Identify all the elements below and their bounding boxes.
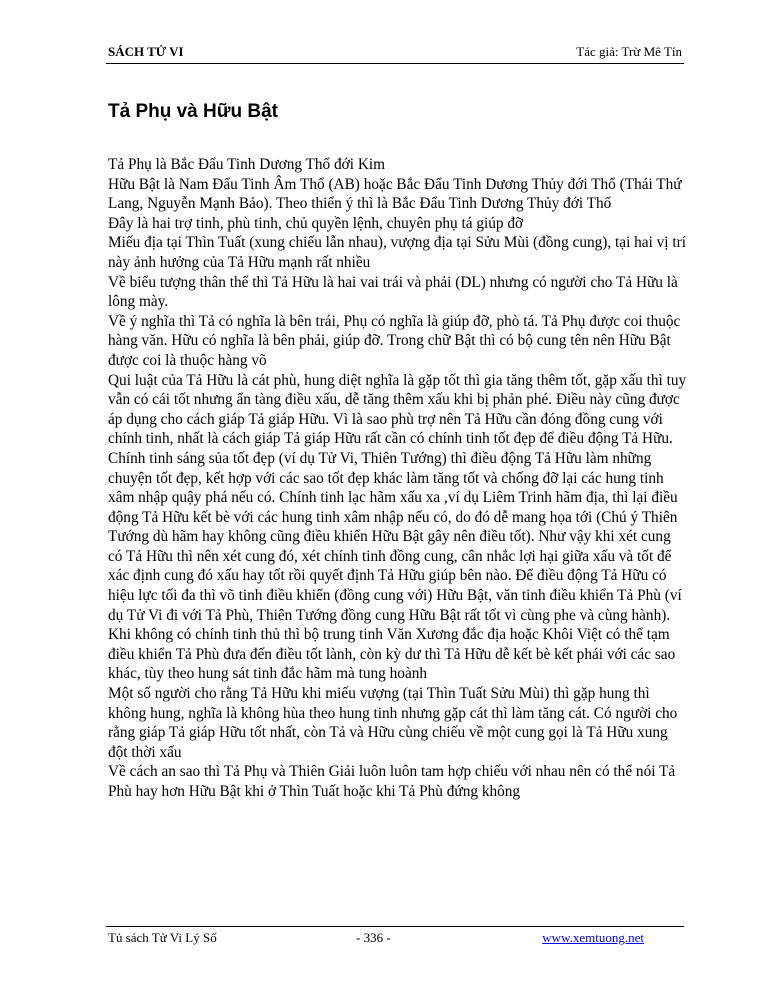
body-text [108, 155, 688, 802]
footer-rule [106, 926, 684, 927]
paragraph: Về ý nghĩa thì Tả có nghĩa là bên trái, Phụ có nghĩa là giúp đỡ, phò tá. Tả Phụ được coi thuộc hàng văn. Hữu có nghĩa là bên phải, giúp đỡ. Trong chữ Bật thì có bộ cung tên nên Hữu Bật được coi là thuộc hàng võ [108, 312, 681, 369]
header-book-title: SÁCH TỬ VI [108, 44, 184, 59]
paragraph: Về cách an sao thì Tả Phụ và Thiên Giải luôn luôn tam hợp chiếu với nhau nên có thể nói Tả Phù hay hơn Hữu Bật khi ở Thìn Tuất hoặc khi Tả Phù đứng không [108, 763, 676, 800]
paragraph: Một số người cho rằng Tả Hữu khi miếu vượng (tại Thìn Tuất Sửu Mùi) thì gặp hung thì không hung, nghĩa là không hùa theo hung tinh nhưng gặp cát thì làm tăng cát. Có người cho rằng giáp Tả giáp Hữu tốt nhất, còn Tả và Hữu cùng chiếu về một cung gọi là Tả Hữu xung đột thời xấu [108, 685, 678, 761]
paragraph: Qui luật của Tả Hữu là cát phù, hung diệt nghĩa là gặp tốt thì gia tăng thêm tốt, gặp xấu thì tuy vẫn có cái tốt nhưng ẩn tàng điều xấu, dễ tăng thêm xấu khi bị phản phé. Điều này cũng được áp dụng cho cách giáp Tả giáp Hữu. Vì là sao phù trợ nên Tả Hữu cần đóng đồng cung với chính tinh, nhất là cách giáp Tả giáp Hữu rất cần có chính tinh tốt đẹp để điều động Tả Hữu. Chính tinh sáng sủa tốt đẹp (ví dụ Tử Vi, Thiên Tướng) thì điều động Tả Hữu làm những chuyện tốt đẹp, kết hợp với các sao tốt đẹp khác làm tăng tốt và chống đỡ lại các hung tinh xâm nhập quậy phá nếu có. Chính tinh lạc hãm xấu xa ,ví dụ Liêm Trinh hãm địa, thì lại điều động Tả Hữu kết bè với các hung tinh xâm nhập nếu có, do đó dễ mang họa tới (Chú ý Thiên Tướng dù hãm hay không cũng điều khiển Hữu Bật gây nên điều tốt). Như vậy khi xét cung có Tả Hữu thì nên xét cung đó, xét chính tinh đồng cung, cân nhắc lợi hại giữa xấu và tốt để xác định cung đó xấu hay tốt rồi quyết định Tả Hữu giúp bên nào. Để điều động Tả Hữu có hiệu lực tối đa thì võ tinh điều khiển (đồng cung với) Hữu Bật, văn tinh điều khiển Tả Phù (ví dụ Tử Vi đi với Tả Phù, Thiên Tướng đồng cung Hữu Bật rất tốt vì cùng phe và cùng hành). Khi không có chính tinh thủ thì bộ trung tinh Văn Xương đắc địa hoặc Khôi Việt có thể tạm điều khiển Tả Phù đưa đến điều tốt lành, còn kỳ dư thì Tả Hữu dễ kết bè kết phái với các sao khác, tùy theo hung sát tinh đắc hãm mà tung hoành [108, 371, 687, 683]
header-author: Tác giả: Trừ Mê Tín [576, 44, 682, 59]
paragraph: Đây là hai trợ tinh, phù tinh, chủ quyền lệnh, chuyên phụ tá giúp đỡ [108, 214, 524, 232]
paragraph: Về biểu tượng thân thể thì Tả Hữu là hai vai trái và phải (DL) nhưng có người cho Tả Hữu là lông mày. [108, 273, 678, 311]
header-rule [106, 63, 684, 64]
page-number: - 336 - [356, 930, 391, 945]
footer-website-link[interactable]: www.xemtuong.net [542, 930, 644, 945]
paragraph: Hữu Bật là Nam Đẩu Tinh Âm Thổ (AB) hoặc Bắc Đẩu Tinh Dương Thủy đới Thổ (Thái Thứ Lang, Nguyễn Mạnh Bảo). Theo thiển ý thì là Bắc Đẩu Tinh Dương Thủy đới Thổ [108, 175, 682, 213]
paragraph: Tả Phụ là Bắc Đẩu Tinh Dương Thổ đới Kim [108, 156, 386, 173]
footer-series: Tủ sách Tử Vi Lý Số [108, 930, 217, 945]
paragraph: Miếu địa tại Thìn Tuất (xung chiếu lẫn nhau), vượng địa tại Sửu Mùi (đồng cung), tại hai vị trí này ảnh hưởng của Tả Hữu mạnh rất nhiều [108, 234, 686, 271]
section-title: Tả Phụ và Hữu Bật [108, 101, 279, 122]
